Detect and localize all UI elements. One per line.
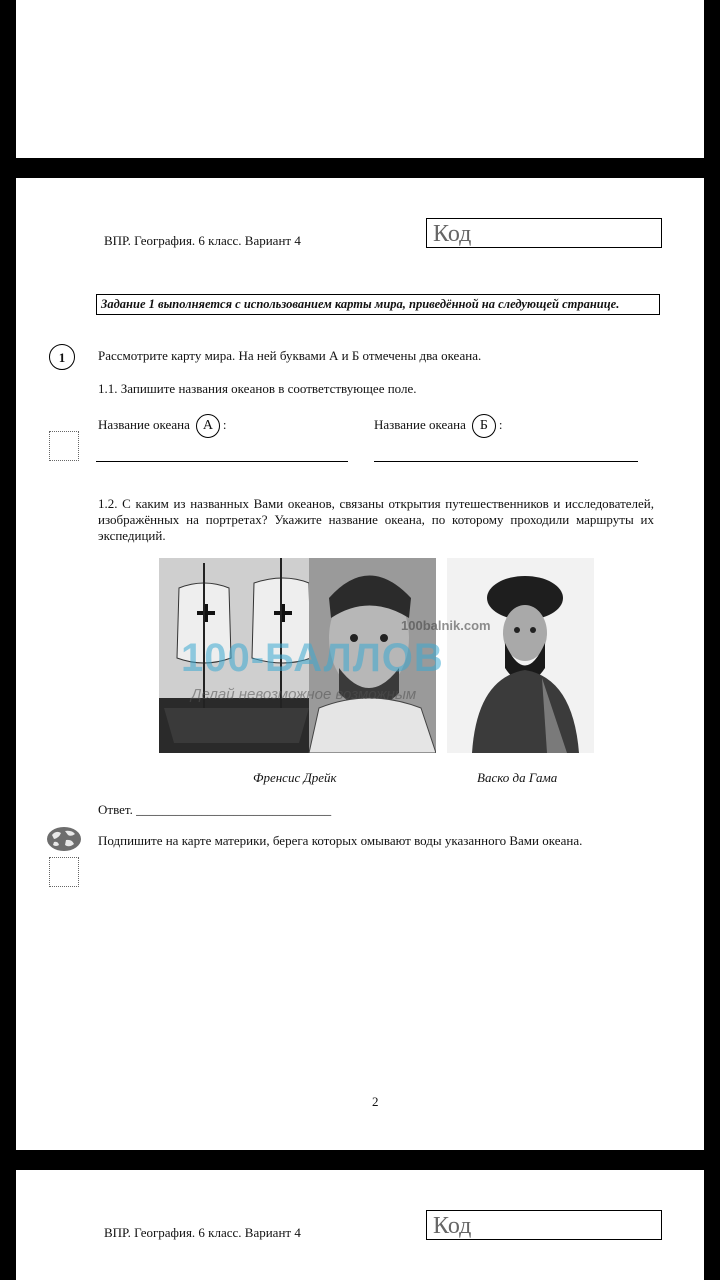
caption-vasco-da-gama: Васко да Гама (477, 770, 558, 785)
ocean-b-label-row (374, 414, 503, 438)
task-number: 1 (49, 344, 75, 370)
previous-page (16, 0, 704, 158)
answer-line[interactable]: ______________________________ (136, 802, 332, 817)
map-instruction: Подпишите на карте материки, берега которых омывают воды указанного Вами океана. (98, 833, 583, 848)
score-box-1-1 (49, 431, 79, 461)
answer-row (98, 802, 331, 818)
ocean-a-colon: : (222, 416, 227, 432)
ocean-b-answer-line[interactable] (374, 461, 638, 462)
globe-icon (46, 826, 82, 852)
page-header-title: ВПР. География. 6 класс. Вариант 4 (104, 233, 301, 248)
answer-label: Ответ. (98, 802, 133, 817)
question-1-2: 1.2. С каким из названных Вами океанов, связаны открытия путешественников и исследователей, изображённых на портретах? Укажите название океана, по которому проходили маршруты их экспедиций. (98, 496, 654, 543)
ocean-a-answer-line[interactable] (96, 461, 348, 462)
vasco-da-gama-portrait-image (447, 558, 594, 753)
question-1-1: 1.1. Запишите названия океанов в соответствующее поле. (98, 381, 417, 396)
watermark-site: 100balnik.com (401, 618, 491, 633)
worksheet-page (16, 178, 704, 1150)
next-page-code-field[interactable]: Код (426, 1210, 662, 1240)
task-intro: Рассмотрите карту мира. На ней буквами А и Б отмечены два океана. (98, 348, 482, 363)
ocean-a-label: Название океана (98, 416, 190, 432)
ocean-a-label-row (98, 414, 227, 438)
watermark-brand: 100-БАЛЛОВ (181, 636, 444, 680)
page-number: 2 (372, 1094, 379, 1109)
next-page-header-title: ВПР. География. 6 класс. Вариант 4 (104, 1225, 301, 1240)
score-box-map (49, 857, 79, 887)
letter-b-circle: Б (472, 414, 496, 438)
task-note: Задание 1 выполняется с использованием карты мира, приведённой на следующей странице. (96, 294, 660, 315)
ocean-b-label: Название океана (374, 416, 466, 432)
ocean-b-colon: : (498, 416, 503, 432)
code-field[interactable]: Код (426, 218, 662, 248)
caption-drake: Френсис Дрейк (253, 770, 337, 785)
watermark-slogan: Делай невозможное возможным (191, 686, 417, 703)
letter-a-circle: А (196, 414, 220, 438)
next-page (16, 1170, 704, 1280)
